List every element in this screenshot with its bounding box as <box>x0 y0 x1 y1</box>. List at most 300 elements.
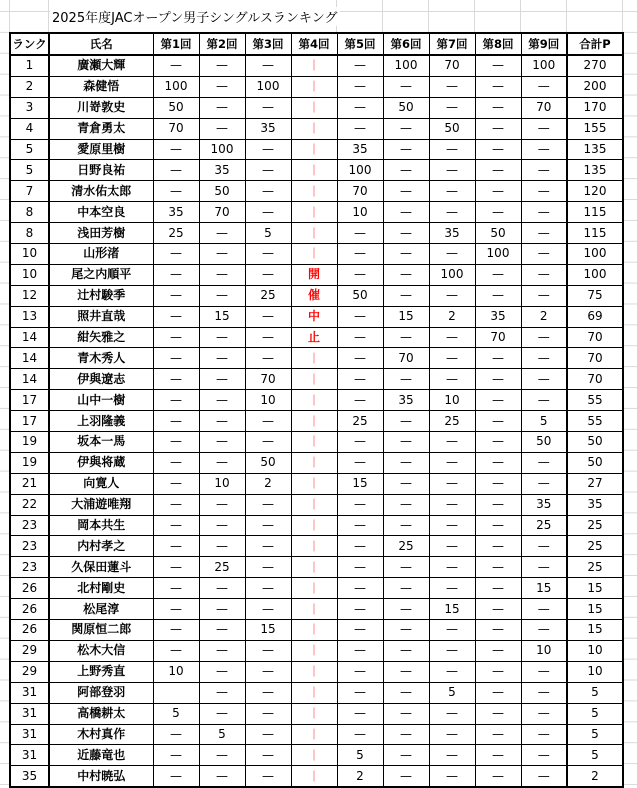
cell-round-3[interactable]: 2 <box>245 473 291 494</box>
cell-total[interactable]: 200 <box>567 76 623 97</box>
cell-rank[interactable]: 1 <box>10 55 49 76</box>
cell-rank[interactable]: 26 <box>10 620 49 641</box>
cell-round-3[interactable]: — <box>245 348 291 369</box>
cell-round-9[interactable]: — <box>521 766 567 787</box>
cell-total[interactable]: 155 <box>567 118 623 139</box>
cell-round-4[interactable]: 開 <box>291 264 337 285</box>
cell-round-3[interactable]: 35 <box>245 118 291 139</box>
cell-round-8[interactable]: 50 <box>475 223 521 244</box>
cell-round-7[interactable]: — <box>429 452 475 473</box>
cell-name[interactable]: 内村孝之 <box>49 536 153 557</box>
cell-round-5[interactable]: 50 <box>337 285 383 306</box>
cell-rank[interactable]: 21 <box>10 473 49 494</box>
cell-round-3[interactable]: — <box>245 264 291 285</box>
cell-name[interactable]: 日野良祐 <box>49 160 153 181</box>
cell-round-6[interactable]: — <box>383 76 429 97</box>
cell-round-1[interactable]: — <box>153 306 199 327</box>
cell-round-6[interactable]: — <box>383 599 429 620</box>
cell-name[interactable]: 中村暁弘 <box>49 766 153 787</box>
cell-round-3[interactable]: — <box>245 745 291 766</box>
cell-round-7[interactable]: — <box>429 181 475 202</box>
cell-round-7[interactable]: 100 <box>429 264 475 285</box>
cell-round-1[interactable]: — <box>153 515 199 536</box>
cell-round-2[interactable]: — <box>199 223 245 244</box>
cell-round-8[interactable]: — <box>475 724 521 745</box>
cell-total[interactable]: 2 <box>567 766 623 787</box>
cell-round-1[interactable]: 35 <box>153 202 199 223</box>
cell-round-2[interactable]: — <box>199 264 245 285</box>
cell-round-5[interactable]: — <box>337 390 383 411</box>
header-round-4[interactable]: 第4回 <box>291 33 337 55</box>
cell-round-1[interactable]: — <box>153 369 199 390</box>
cell-round-1[interactable]: — <box>153 557 199 578</box>
cell-round-1[interactable]: — <box>153 139 199 160</box>
cell-round-4[interactable]: ｜ <box>291 76 337 97</box>
cell-total[interactable]: 115 <box>567 202 623 223</box>
cell-round-7[interactable]: — <box>429 640 475 661</box>
cell-round-1[interactable]: — <box>153 432 199 453</box>
cell-round-1[interactable]: 10 <box>153 661 199 682</box>
cell-round-5[interactable]: — <box>337 640 383 661</box>
cell-round-4[interactable]: ｜ <box>291 536 337 557</box>
cell-round-2[interactable]: 10 <box>199 473 245 494</box>
cell-rank[interactable]: 17 <box>10 411 49 432</box>
cell-round-7[interactable]: — <box>429 160 475 181</box>
cell-round-5[interactable]: 5 <box>337 745 383 766</box>
cell-name[interactable]: 山形渚 <box>49 244 153 265</box>
cell-round-8[interactable]: — <box>475 139 521 160</box>
cell-round-6[interactable]: — <box>383 494 429 515</box>
cell-round-1[interactable]: — <box>153 181 199 202</box>
cell-round-7[interactable]: — <box>429 620 475 641</box>
cell-total[interactable]: 10 <box>567 661 623 682</box>
cell-total[interactable]: 5 <box>567 745 623 766</box>
header-round-5[interactable]: 第5回 <box>337 33 383 55</box>
cell-round-1[interactable]: — <box>153 285 199 306</box>
cell-round-2[interactable]: — <box>199 97 245 118</box>
cell-round-7[interactable]: 35 <box>429 223 475 244</box>
cell-round-4[interactable]: ｜ <box>291 55 337 76</box>
cell-round-8[interactable]: — <box>475 745 521 766</box>
cell-round-3[interactable]: — <box>245 515 291 536</box>
cell-name[interactable]: 清水佑太郎 <box>49 181 153 202</box>
cell-round-2[interactable]: — <box>199 494 245 515</box>
cell-round-3[interactable]: 10 <box>245 390 291 411</box>
cell-round-3[interactable]: — <box>245 724 291 745</box>
cell-round-3[interactable]: — <box>245 682 291 703</box>
cell-round-2[interactable]: — <box>199 369 245 390</box>
cell-round-1[interactable]: — <box>153 745 199 766</box>
cell-total[interactable]: 25 <box>567 515 623 536</box>
cell-round-5[interactable]: — <box>337 432 383 453</box>
cell-rank[interactable]: 7 <box>10 181 49 202</box>
cell-rank[interactable]: 2 <box>10 76 49 97</box>
cell-total[interactable]: 35 <box>567 494 623 515</box>
cell-round-1[interactable]: 100 <box>153 76 199 97</box>
cell-round-9[interactable]: 2 <box>521 306 567 327</box>
cell-round-8[interactable]: — <box>475 599 521 620</box>
cell-round-3[interactable]: — <box>245 494 291 515</box>
cell-round-8[interactable]: — <box>475 369 521 390</box>
cell-round-4[interactable]: 止 <box>291 327 337 348</box>
cell-rank[interactable]: 23 <box>10 536 49 557</box>
cell-round-6[interactable]: 25 <box>383 536 429 557</box>
cell-round-4[interactable]: ｜ <box>291 244 337 265</box>
cell-round-9[interactable]: — <box>521 327 567 348</box>
cell-round-8[interactable]: — <box>475 55 521 76</box>
cell-round-3[interactable]: — <box>245 557 291 578</box>
cell-total[interactable]: 55 <box>567 390 623 411</box>
cell-round-5[interactable]: — <box>337 515 383 536</box>
cell-total[interactable]: 55 <box>567 411 623 432</box>
cell-round-7[interactable]: 15 <box>429 599 475 620</box>
cell-round-3[interactable]: 70 <box>245 369 291 390</box>
cell-round-1[interactable]: 70 <box>153 118 199 139</box>
cell-round-6[interactable]: — <box>383 285 429 306</box>
cell-rank[interactable]: 19 <box>10 432 49 453</box>
cell-name[interactable]: 阿部登羽 <box>49 682 153 703</box>
cell-round-8[interactable]: — <box>475 494 521 515</box>
cell-round-8[interactable]: — <box>475 202 521 223</box>
cell-rank[interactable]: 23 <box>10 515 49 536</box>
cell-round-9[interactable]: — <box>521 244 567 265</box>
cell-round-8[interactable]: — <box>475 264 521 285</box>
cell-round-2[interactable]: — <box>199 390 245 411</box>
cell-round-5[interactable]: — <box>337 97 383 118</box>
cell-round-4[interactable]: ｜ <box>291 432 337 453</box>
cell-round-1[interactable]: — <box>153 244 199 265</box>
cell-rank[interactable]: 14 <box>10 369 49 390</box>
cell-name[interactable]: 木村真作 <box>49 724 153 745</box>
cell-round-3[interactable]: 50 <box>245 452 291 473</box>
cell-round-9[interactable]: 15 <box>521 578 567 599</box>
cell-total[interactable]: 135 <box>567 160 623 181</box>
cell-name[interactable]: 上野秀直 <box>49 661 153 682</box>
cell-round-3[interactable]: — <box>245 139 291 160</box>
cell-round-3[interactable]: — <box>245 766 291 787</box>
cell-round-2[interactable]: 5 <box>199 724 245 745</box>
cell-round-8[interactable]: 35 <box>475 306 521 327</box>
cell-total[interactable]: 70 <box>567 369 623 390</box>
cell-round-9[interactable]: — <box>521 536 567 557</box>
header-round-3[interactable]: 第3回 <box>245 33 291 55</box>
cell-round-2[interactable]: — <box>199 536 245 557</box>
cell-round-9[interactable]: — <box>521 202 567 223</box>
cell-name[interactable]: 青木秀人 <box>49 348 153 369</box>
cell-round-5[interactable]: 25 <box>337 411 383 432</box>
cell-round-6[interactable]: — <box>383 745 429 766</box>
cell-round-6[interactable]: — <box>383 682 429 703</box>
cell-round-3[interactable]: 15 <box>245 620 291 641</box>
cell-round-3[interactable]: — <box>245 160 291 181</box>
cell-round-6[interactable]: — <box>383 160 429 181</box>
cell-total[interactable]: 69 <box>567 306 623 327</box>
cell-round-6[interactable]: — <box>383 264 429 285</box>
cell-round-8[interactable]: — <box>475 118 521 139</box>
cell-round-7[interactable]: — <box>429 97 475 118</box>
cell-round-6[interactable]: — <box>383 473 429 494</box>
cell-round-7[interactable]: 25 <box>429 411 475 432</box>
cell-round-6[interactable]: — <box>383 432 429 453</box>
cell-total[interactable]: 50 <box>567 452 623 473</box>
cell-name[interactable]: 伊與将蔵 <box>49 452 153 473</box>
cell-total[interactable]: 10 <box>567 640 623 661</box>
cell-rank[interactable]: 5 <box>10 160 49 181</box>
cell-round-1[interactable]: 50 <box>153 97 199 118</box>
cell-round-8[interactable]: — <box>475 640 521 661</box>
cell-round-6[interactable]: — <box>383 515 429 536</box>
cell-round-9[interactable]: — <box>521 264 567 285</box>
cell-rank[interactable]: 31 <box>10 682 49 703</box>
cell-rank[interactable]: 5 <box>10 139 49 160</box>
cell-round-8[interactable]: — <box>475 620 521 641</box>
cell-round-4[interactable]: ｜ <box>291 202 337 223</box>
cell-round-7[interactable]: — <box>429 285 475 306</box>
cell-round-3[interactable]: — <box>245 181 291 202</box>
cell-round-2[interactable]: — <box>199 452 245 473</box>
cell-round-1[interactable]: — <box>153 160 199 181</box>
cell-name[interactable]: 川嵜敦史 <box>49 97 153 118</box>
cell-round-7[interactable]: — <box>429 327 475 348</box>
cell-total[interactable]: 50 <box>567 432 623 453</box>
cell-name[interactable]: 伊與遼志 <box>49 369 153 390</box>
cell-round-1[interactable]: 25 <box>153 223 199 244</box>
cell-round-3[interactable]: — <box>245 97 291 118</box>
cell-round-8[interactable]: — <box>475 473 521 494</box>
cell-round-8[interactable]: — <box>475 348 521 369</box>
cell-total[interactable]: 15 <box>567 578 623 599</box>
cell-round-6[interactable]: — <box>383 327 429 348</box>
cell-round-4[interactable]: ｜ <box>291 494 337 515</box>
cell-round-4[interactable]: ｜ <box>291 661 337 682</box>
cell-round-6[interactable]: — <box>383 703 429 724</box>
cell-total[interactable]: 115 <box>567 223 623 244</box>
cell-name[interactable]: 松木大信 <box>49 640 153 661</box>
cell-round-8[interactable]: — <box>475 703 521 724</box>
cell-round-4[interactable]: ｜ <box>291 682 337 703</box>
cell-round-6[interactable]: 70 <box>383 348 429 369</box>
cell-round-1[interactable]: — <box>153 264 199 285</box>
cell-round-9[interactable]: — <box>521 452 567 473</box>
cell-round-7[interactable]: — <box>429 494 475 515</box>
cell-round-9[interactable]: — <box>521 661 567 682</box>
cell-rank[interactable]: 26 <box>10 578 49 599</box>
cell-round-1[interactable]: — <box>153 452 199 473</box>
cell-round-4[interactable]: ｜ <box>291 139 337 160</box>
cell-round-3[interactable]: — <box>245 55 291 76</box>
cell-round-4[interactable]: ｜ <box>291 766 337 787</box>
cell-rank[interactable]: 12 <box>10 285 49 306</box>
cell-round-9[interactable]: — <box>521 181 567 202</box>
cell-rank[interactable]: 10 <box>10 264 49 285</box>
cell-round-2[interactable]: 70 <box>199 202 245 223</box>
cell-round-6[interactable]: — <box>383 202 429 223</box>
cell-round-7[interactable]: — <box>429 536 475 557</box>
cell-rank[interactable]: 29 <box>10 640 49 661</box>
cell-round-8[interactable]: — <box>475 411 521 432</box>
cell-total[interactable]: 5 <box>567 703 623 724</box>
cell-round-2[interactable]: — <box>199 432 245 453</box>
cell-round-7[interactable]: 50 <box>429 118 475 139</box>
cell-name[interactable]: 照井直哉 <box>49 306 153 327</box>
cell-round-1[interactable]: — <box>153 411 199 432</box>
cell-round-5[interactable]: — <box>337 55 383 76</box>
header-round-1[interactable]: 第1回 <box>153 33 199 55</box>
cell-round-6[interactable]: — <box>383 766 429 787</box>
cell-round-4[interactable]: ｜ <box>291 620 337 641</box>
cell-round-7[interactable]: — <box>429 369 475 390</box>
cell-round-9[interactable]: — <box>521 285 567 306</box>
cell-round-2[interactable]: — <box>199 55 245 76</box>
cell-total[interactable]: 70 <box>567 348 623 369</box>
cell-round-7[interactable]: — <box>429 745 475 766</box>
cell-round-8[interactable]: — <box>475 536 521 557</box>
cell-round-2[interactable]: — <box>199 348 245 369</box>
cell-round-6[interactable]: — <box>383 620 429 641</box>
cell-round-5[interactable]: — <box>337 703 383 724</box>
cell-round-6[interactable]: — <box>383 411 429 432</box>
cell-round-5[interactable]: 10 <box>337 202 383 223</box>
cell-round-7[interactable]: — <box>429 578 475 599</box>
cell-round-3[interactable]: — <box>245 327 291 348</box>
cell-round-7[interactable]: — <box>429 348 475 369</box>
header-round-9[interactable]: 第9回 <box>521 33 567 55</box>
cell-round-8[interactable]: — <box>475 432 521 453</box>
cell-name[interactable]: 辻村駿季 <box>49 285 153 306</box>
cell-round-2[interactable]: 35 <box>199 160 245 181</box>
cell-round-4[interactable]: ｜ <box>291 97 337 118</box>
cell-round-4[interactable]: ｜ <box>291 348 337 369</box>
cell-round-9[interactable]: 100 <box>521 55 567 76</box>
cell-name[interactable]: 久保田蓮斗 <box>49 557 153 578</box>
cell-round-5[interactable]: — <box>337 724 383 745</box>
cell-round-5[interactable]: — <box>337 223 383 244</box>
cell-rank[interactable]: 10 <box>10 244 49 265</box>
cell-round-6[interactable]: 50 <box>383 97 429 118</box>
cell-round-4[interactable]: ｜ <box>291 640 337 661</box>
cell-round-1[interactable]: — <box>153 766 199 787</box>
cell-round-3[interactable]: 5 <box>245 223 291 244</box>
cell-name[interactable]: 高橋耕太 <box>49 703 153 724</box>
cell-round-7[interactable]: — <box>429 515 475 536</box>
cell-round-5[interactable]: 2 <box>337 766 383 787</box>
cell-rank[interactable]: 31 <box>10 745 49 766</box>
cell-name[interactable]: 廣瀬大輝 <box>49 55 153 76</box>
cell-round-6[interactable]: — <box>383 369 429 390</box>
cell-round-4[interactable]: ｜ <box>291 724 337 745</box>
cell-round-2[interactable]: — <box>199 515 245 536</box>
cell-round-9[interactable]: — <box>521 557 567 578</box>
cell-round-4[interactable]: ｜ <box>291 745 337 766</box>
header-round-8[interactable]: 第8回 <box>475 33 521 55</box>
cell-total[interactable]: 120 <box>567 181 623 202</box>
cell-round-1[interactable]: — <box>153 536 199 557</box>
cell-rank[interactable]: 14 <box>10 327 49 348</box>
cell-round-6[interactable]: 100 <box>383 55 429 76</box>
cell-rank[interactable]: 23 <box>10 557 49 578</box>
cell-round-5[interactable]: — <box>337 557 383 578</box>
cell-round-3[interactable]: — <box>245 578 291 599</box>
cell-round-2[interactable]: — <box>199 578 245 599</box>
cell-round-5[interactable]: — <box>337 494 383 515</box>
cell-round-5[interactable]: — <box>337 327 383 348</box>
cell-round-6[interactable]: 15 <box>383 306 429 327</box>
cell-round-7[interactable]: 2 <box>429 306 475 327</box>
cell-round-6[interactable]: — <box>383 223 429 244</box>
cell-round-7[interactable]: 5 <box>429 682 475 703</box>
cell-round-2[interactable]: 25 <box>199 557 245 578</box>
cell-round-9[interactable]: — <box>521 348 567 369</box>
cell-round-1[interactable] <box>153 682 199 703</box>
cell-round-5[interactable]: — <box>337 536 383 557</box>
cell-round-5[interactable]: 35 <box>337 139 383 160</box>
cell-round-7[interactable]: — <box>429 473 475 494</box>
cell-name[interactable]: 近藤竜也 <box>49 745 153 766</box>
cell-name[interactable]: 向寛人 <box>49 473 153 494</box>
cell-round-8[interactable]: — <box>475 766 521 787</box>
cell-rank[interactable]: 8 <box>10 202 49 223</box>
cell-total[interactable]: 25 <box>567 536 623 557</box>
cell-round-6[interactable]: — <box>383 244 429 265</box>
cell-total[interactable]: 25 <box>567 557 623 578</box>
cell-round-4[interactable]: ｜ <box>291 390 337 411</box>
cell-round-2[interactable]: — <box>199 285 245 306</box>
cell-round-1[interactable]: — <box>153 348 199 369</box>
cell-round-5[interactable]: — <box>337 369 383 390</box>
cell-round-6[interactable]: 35 <box>383 390 429 411</box>
cell-total[interactable]: 5 <box>567 724 623 745</box>
cell-round-9[interactable]: — <box>521 745 567 766</box>
cell-total[interactable]: 15 <box>567 620 623 641</box>
cell-round-9[interactable]: 5 <box>521 411 567 432</box>
cell-round-9[interactable]: 50 <box>521 432 567 453</box>
cell-round-3[interactable]: — <box>245 244 291 265</box>
cell-round-2[interactable]: — <box>199 411 245 432</box>
cell-round-9[interactable]: — <box>521 682 567 703</box>
cell-round-4[interactable]: 催 <box>291 285 337 306</box>
cell-rank[interactable]: 31 <box>10 703 49 724</box>
cell-round-8[interactable]: — <box>475 452 521 473</box>
cell-round-7[interactable]: — <box>429 244 475 265</box>
cell-round-9[interactable]: — <box>521 473 567 494</box>
cell-round-8[interactable]: — <box>475 76 521 97</box>
cell-round-1[interactable]: — <box>153 620 199 641</box>
cell-round-9[interactable]: 10 <box>521 640 567 661</box>
cell-round-6[interactable]: — <box>383 181 429 202</box>
cell-round-5[interactable]: 15 <box>337 473 383 494</box>
cell-name[interactable]: 関原恒二郎 <box>49 620 153 641</box>
header-total[interactable]: 合計P <box>567 33 623 55</box>
cell-round-7[interactable]: — <box>429 661 475 682</box>
cell-total[interactable]: 70 <box>567 327 623 348</box>
cell-round-1[interactable]: — <box>153 578 199 599</box>
cell-name[interactable]: 上羽隆義 <box>49 411 153 432</box>
cell-round-9[interactable]: — <box>521 724 567 745</box>
cell-round-8[interactable]: 70 <box>475 327 521 348</box>
cell-round-8[interactable]: 100 <box>475 244 521 265</box>
cell-round-6[interactable]: — <box>383 452 429 473</box>
cell-round-2[interactable]: 50 <box>199 181 245 202</box>
cell-round-7[interactable]: — <box>429 432 475 453</box>
cell-round-1[interactable]: — <box>153 724 199 745</box>
cell-round-4[interactable]: ｜ <box>291 578 337 599</box>
cell-round-3[interactable]: — <box>245 411 291 432</box>
cell-round-4[interactable]: ｜ <box>291 160 337 181</box>
cell-round-5[interactable]: — <box>337 599 383 620</box>
cell-round-3[interactable]: — <box>245 661 291 682</box>
header-round-2[interactable]: 第2回 <box>199 33 245 55</box>
cell-round-2[interactable]: 100 <box>199 139 245 160</box>
